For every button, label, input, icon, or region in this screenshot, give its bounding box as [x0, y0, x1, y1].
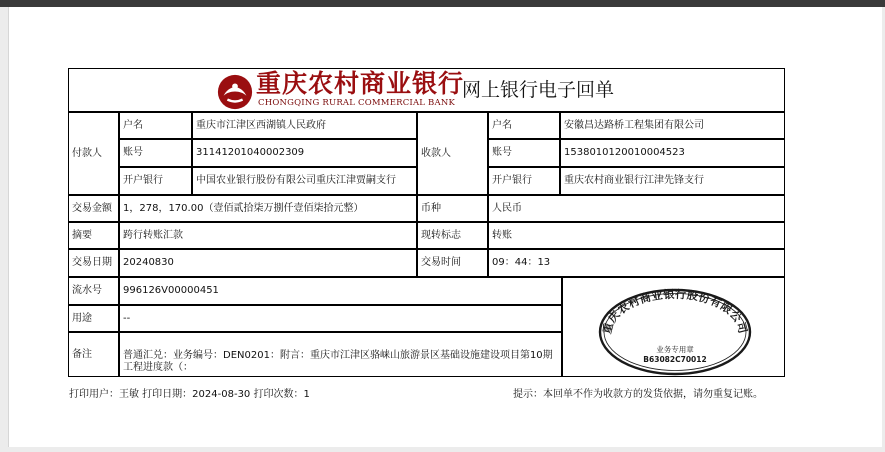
payee-name-value: 安徽昌达路桥工程集团有限公司 — [560, 112, 785, 139]
bank-name-en: CHONGQING RURAL COMMERCIAL BANK — [258, 98, 456, 108]
payee-bank-value: 重庆农村商业银行江津先锋支行 — [560, 167, 785, 195]
currency-value: 人民币 — [488, 195, 785, 222]
date-value: 20240830 — [119, 249, 417, 277]
viewer-bottom-margin — [0, 447, 885, 452]
payee-bank-label: 开户银行 — [488, 167, 560, 195]
amount-label: 交易金额 — [68, 195, 119, 222]
svg-text:重庆农村商业银行股份有限公司 — [600, 287, 751, 335]
payer-bank-value: 中国农业银行股份有限公司重庆江津贾嗣支行 — [192, 167, 417, 195]
serial-value: 996126V00000451 — [119, 277, 562, 305]
payer-name-label: 户名 — [119, 112, 192, 139]
seal-cell — [562, 277, 785, 377]
window-top-bar — [0, 0, 885, 7]
footer-notice: 提示：本回单不作为收款方的发货依据，请勿重复记账。 — [513, 389, 763, 400]
print-info: 打印用户：王敏 打印日期：2024-08-30 打印次数：1 — [69, 389, 310, 400]
electronic-receipt — [68, 68, 785, 386]
purpose-value: -- — [119, 305, 562, 332]
time-value: 09：44：13 — [488, 249, 785, 277]
payee-name-label: 户名 — [488, 112, 560, 139]
summary-value: 跨行转账汇款 — [119, 222, 417, 249]
amount-value: 1，278，170.00（壹佰贰拾柒万捌仟壹佰柒拾元整） — [119, 195, 417, 222]
bank-seal-stamp — [563, 278, 784, 376]
time-label: 交易时间 — [417, 249, 488, 277]
remark-value: 普通汇兑：业务编号：DEN0201：附言：重庆市江津区骆崃山旅游景区基础设施建设项目第10期工程进度款（： — [119, 332, 562, 377]
payer-name-value: 重庆市江津区西湖镇人民政府 — [192, 112, 417, 139]
currency-label: 币种 — [417, 195, 488, 222]
seal-code-text: B63082C70012 — [643, 355, 707, 364]
summary-label: 摘要 — [68, 222, 119, 249]
payer-account-value: 31141201040002309 — [192, 139, 417, 167]
cash-transfer-label: 现转标志 — [417, 222, 488, 249]
bank-logo-icon — [216, 73, 254, 111]
bank-name-cn: 重庆农村商业银行 — [256, 69, 465, 98]
seal-arc-text: 重庆农村商业银行股份有限公司 — [600, 287, 750, 336]
serial-label: 流水号 — [68, 277, 119, 305]
payer-bank-label: 开户银行 — [119, 167, 192, 195]
receipt-header — [68, 68, 785, 112]
remark-label: 备注 — [68, 332, 119, 377]
date-label: 交易日期 — [68, 249, 119, 277]
payer-account-label: 账号 — [119, 139, 192, 167]
viewer-left-margin — [0, 7, 9, 452]
payer-label: 付款人 — [68, 112, 119, 195]
payee-account-value: 1538010120010004523 — [560, 139, 785, 167]
purpose-label: 用途 — [68, 305, 119, 332]
payee-label: 收款人 — [417, 112, 488, 195]
seal-type-text: 业务专用章 — [656, 345, 694, 354]
page-title: 网上银行电子回单 — [462, 79, 615, 101]
payee-account-label: 账号 — [488, 139, 560, 167]
cash-transfer-value: 转账 — [488, 222, 785, 249]
